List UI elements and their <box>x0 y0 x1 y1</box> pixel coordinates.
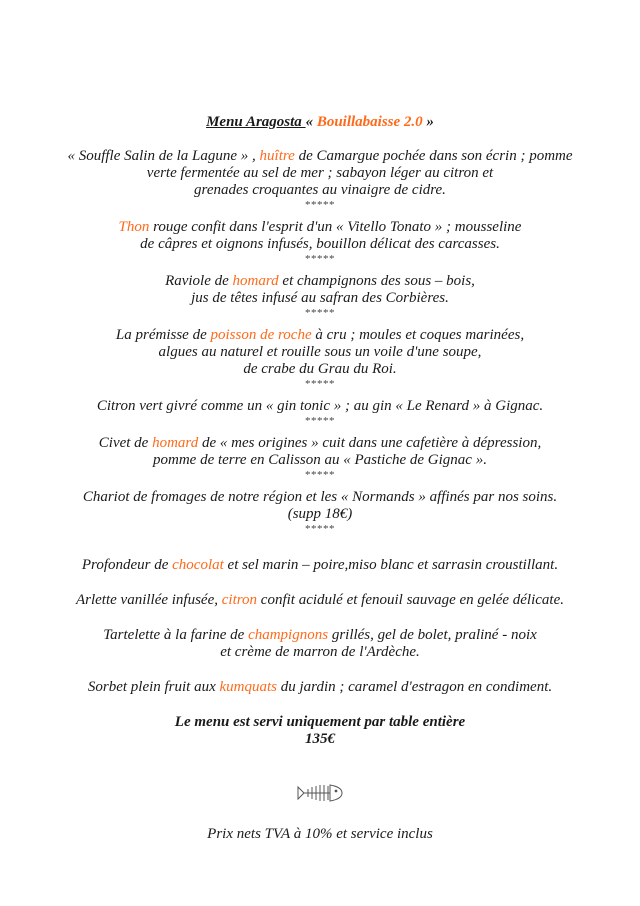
highlighted-ingredient: chocolat <box>172 557 224 573</box>
text-segment: Tartelette à la farine de <box>103 627 249 643</box>
text-segment: Chariot de fromages de notre région et les « Normands » affinés par nos soins. <box>82 489 558 505</box>
highlighted-ingredient: citron <box>221 592 258 608</box>
text-segment: du jardin ; caramel d'estragon en condiment. <box>277 679 553 695</box>
quote-close: » <box>422 114 434 130</box>
text-segment: de crabe du Grau du Roi. <box>243 361 397 377</box>
text-line <box>0 236 640 253</box>
text-line <box>0 679 640 696</box>
text-line <box>0 557 640 574</box>
text-line <box>0 344 640 361</box>
text-segment: confit acidulé et fenouil sauvage en gelée délicate. <box>257 592 565 608</box>
dessert <box>0 592 640 609</box>
table-note <box>0 714 640 748</box>
text-segment: grillés, gel de bolet, praliné - noix <box>328 627 537 643</box>
highlighted-ingredient: poisson de roche <box>210 327 312 343</box>
separator-stars: ***** <box>305 199 335 211</box>
text-segment: jus de têtes infusé au safran des Corbières. <box>191 290 449 306</box>
text-line <box>0 327 640 344</box>
dessert <box>0 679 640 696</box>
text-line <box>0 506 640 523</box>
course <box>0 273 640 319</box>
text-segment: et sel marin – poire,miso blanc et sarrasin croustillant. <box>223 557 559 573</box>
separator-stars: ***** <box>305 415 335 427</box>
footer-note: Prix nets TVA à 10% et service inclus <box>207 826 433 842</box>
separator-stars: ***** <box>305 253 335 265</box>
separator-stars: ***** <box>305 307 335 319</box>
text-line <box>0 592 640 609</box>
text-segment: algues au naturel et rouille sous un voile d'une soupe, <box>158 344 482 360</box>
text-line <box>0 644 640 661</box>
menu-title-highlight: Bouillabaisse 2.0 <box>316 114 423 130</box>
course <box>0 489 640 535</box>
menu-title-prefix: Menu Aragosta <box>206 114 306 130</box>
text-segment: Profondeur de <box>81 557 173 573</box>
course <box>0 435 640 481</box>
text-segment: Raviole de <box>165 273 233 289</box>
menu-price: 135€ <box>305 731 335 747</box>
highlighted-ingredient: champignons <box>248 627 329 643</box>
separator-stars: ***** <box>305 378 335 390</box>
text-segment: grenades croquantes au vinaigre de cidre. <box>194 182 446 198</box>
course <box>0 219 640 265</box>
highlighted-ingredient: homard <box>232 273 279 289</box>
table-note-text: Le menu est servi uniquement par table entière <box>174 714 466 730</box>
text-segment: verte fermentée au sel de mer ; sabayon léger au citron et <box>146 165 494 181</box>
text-segment: Arlette vanillée infusée, <box>75 592 222 608</box>
text-segment: « Souffle Salin de la Lagune » , <box>67 148 260 164</box>
highlighted-ingredient: huître <box>259 148 295 164</box>
highlighted-ingredient: kumquats <box>219 679 278 695</box>
text-segment: et champignons des sous – bois, <box>278 273 475 289</box>
text-line <box>0 398 640 415</box>
course <box>0 148 640 211</box>
course <box>0 327 640 390</box>
text-line <box>0 219 640 236</box>
text-line <box>0 165 640 182</box>
text-line <box>0 290 640 307</box>
text-segment: de « mes origines » cuit dans une cafetière à dépression, <box>198 435 542 451</box>
text-segment: de Camargue pochée dans son écrin ; pomme <box>294 148 573 164</box>
text-segment: et crème de marron de l'Ardèche. <box>220 644 420 660</box>
separator-stars: ***** <box>305 523 335 535</box>
text-line <box>0 452 640 469</box>
text-line <box>0 361 640 378</box>
text-segment: de câpres et oignons infusés, bouillon délicat des carcasses. <box>140 236 500 252</box>
text-line <box>0 273 640 290</box>
text-line <box>0 148 640 165</box>
dessert <box>0 627 640 661</box>
text-segment: à cru ; moules et coques marinées, <box>311 327 525 343</box>
text-segment: (supp 18€) <box>287 506 353 522</box>
menu-title <box>0 114 640 131</box>
text-line <box>0 489 640 506</box>
text-segment: La prémisse de <box>115 327 211 343</box>
text-segment: Civet de <box>98 435 153 451</box>
text-segment: rouge confit dans l'esprit d'un « Vitello Tonato » ; mousseline <box>149 219 522 235</box>
course-list <box>0 148 640 535</box>
text-line <box>0 435 640 452</box>
text-line <box>0 627 640 644</box>
separator-stars: ***** <box>305 469 335 481</box>
dessert <box>0 557 640 574</box>
text-segment: pomme de terre en Calisson au « Pastiche de Gignac ». <box>153 452 487 468</box>
course <box>0 398 640 427</box>
text-segment: Sorbet plein fruit aux <box>87 679 220 695</box>
highlighted-ingredient: homard <box>152 435 199 451</box>
text-line <box>0 182 640 199</box>
highlighted-ingredient: Thon <box>118 219 150 235</box>
quote-open: « <box>305 114 317 130</box>
text-segment: Citron vert givré comme un « gin tonic » ; au gin « Le Renard » à Gignac. <box>96 398 544 414</box>
dessert-list <box>0 557 640 696</box>
fish-bone-icon <box>0 783 640 803</box>
